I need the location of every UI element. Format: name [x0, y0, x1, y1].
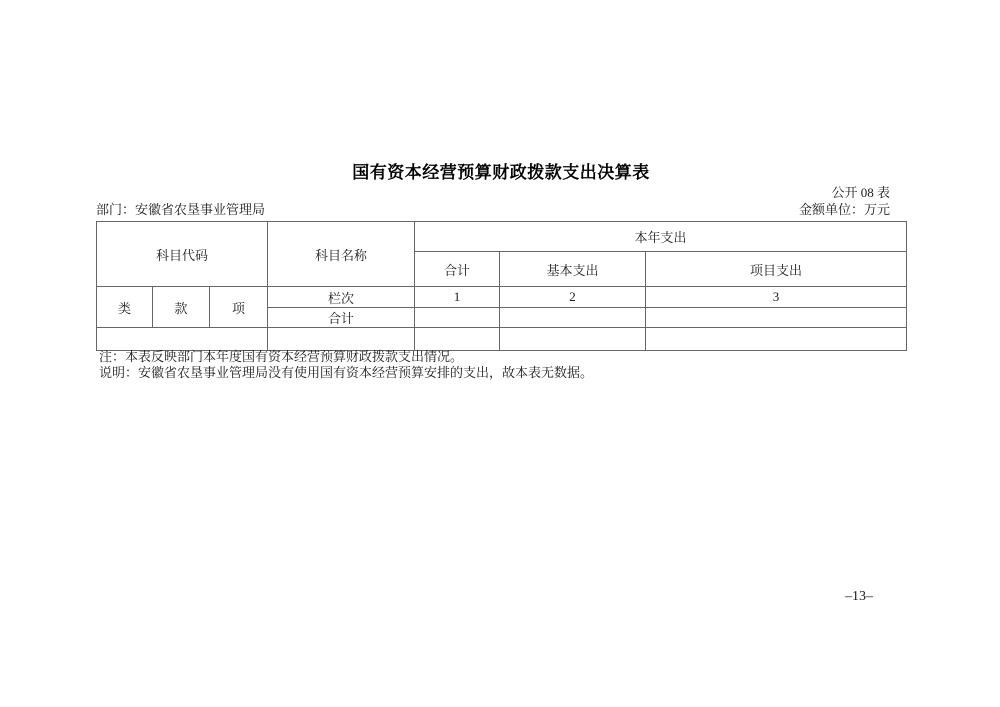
lanci-col-1: 1	[415, 287, 500, 308]
code-col-section: 款	[153, 287, 210, 328]
meta-line	[96, 199, 890, 218]
total-col-2	[500, 308, 646, 328]
header-subject-name: 科目名称	[268, 222, 415, 287]
table-row-empty	[97, 328, 907, 351]
table-header-row-1	[97, 222, 907, 252]
amount-unit-label: 金额单位：万元	[798, 202, 890, 217]
header-basic-expenditure: 基本支出	[500, 252, 646, 287]
lanci-col-2: 2	[500, 287, 646, 308]
empty-name-cell	[268, 328, 415, 351]
total-col-1	[415, 308, 500, 328]
lanci-label: 栏次	[268, 287, 415, 308]
footnote-note: 注：本表反映部门本年度国有资本经营预算财政拨款支出情况。	[99, 349, 464, 364]
code-col-class: 类	[97, 287, 153, 328]
lanci-col-3: 3	[646, 287, 907, 308]
header-total: 合计	[415, 252, 500, 287]
form-code: 公开 08 表	[831, 185, 890, 200]
code-col-item: 项	[210, 287, 268, 328]
empty-col-3	[646, 328, 907, 351]
total-col-3	[646, 308, 907, 328]
table-row-lanci	[97, 287, 907, 308]
total-row-label: 合计	[268, 308, 415, 328]
empty-col-2	[500, 328, 646, 351]
department-label: 部门：安徽省农垦事业管理局	[96, 202, 266, 217]
page-title: 国有资本经营预算财政拨款支出决算表	[352, 163, 650, 182]
header-subject-code: 科目代码	[97, 222, 268, 287]
expenditure-table	[96, 221, 907, 351]
page-number: –13–	[845, 589, 873, 604]
footnote-explanation: 说明：安徽省农垦事业管理局没有使用国有资本经营预算安排的支出，故本表无数据。	[99, 364, 594, 380]
footnotes	[99, 349, 593, 380]
empty-code-cell	[97, 328, 268, 351]
empty-col-1	[415, 328, 500, 351]
header-project-expenditure: 项目支出	[646, 252, 907, 287]
header-current-year-expenditure: 本年支出	[415, 222, 907, 252]
